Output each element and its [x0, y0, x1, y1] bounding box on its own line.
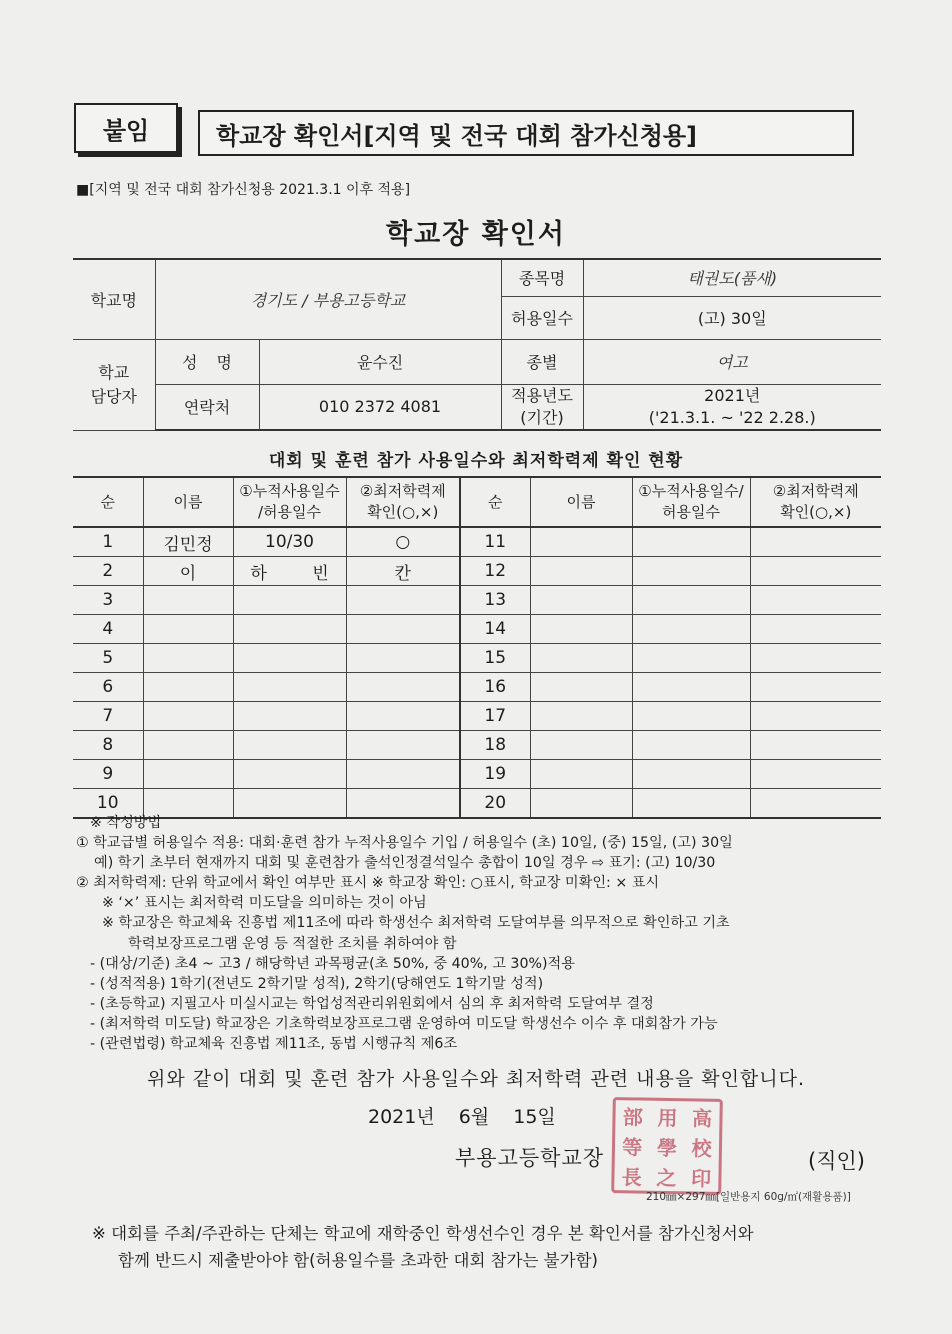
used-days	[632, 760, 750, 789]
school-name-label: 학교명	[73, 259, 155, 339]
row-number: 12	[460, 557, 530, 586]
event-value: 태권도(품새)	[583, 259, 881, 296]
row-number: 18	[460, 731, 530, 760]
student-name	[530, 586, 632, 615]
col-header: ②최저학력제 확인(○,×)	[346, 477, 460, 527]
min-academic-check	[346, 644, 460, 673]
guide-line: - (최저학력 미도달) 학교장은 기초학력보장프로그램 운영하여 미도달 학생선수 이수 후 대회참가 가능	[90, 1015, 718, 1032]
row-number: 6	[73, 673, 143, 702]
row-number: 2	[73, 557, 143, 586]
min-academic-check	[346, 586, 460, 615]
col-header: 순	[73, 477, 143, 527]
contact-value: 010 2372 4081	[259, 384, 501, 430]
seal-character: 用	[657, 1105, 678, 1130]
principal-signature: 부용고등학교장	[455, 1146, 605, 1170]
footer-line: ※ 대회를 주최/주관하는 단체는 학교에 재학중인 학생선수인 경우 본 확인서를 참가신청서와	[92, 1224, 754, 1243]
col-header: 이름	[530, 477, 632, 527]
guide-line: 예) 학기 초부터 현재까지 대회 및 훈련참가 출석인정결석일수 총합이 10일 경우 ⇨ 표기: (고) 10/30	[94, 855, 716, 872]
row-number: 17	[460, 702, 530, 731]
min-academic-check	[750, 702, 881, 731]
seal-character: 之	[656, 1165, 677, 1190]
row-number: 3	[73, 586, 143, 615]
row-number: 8	[73, 731, 143, 760]
period-value: ('21.3.1. ~ '22 2.28.)	[648, 407, 816, 427]
student-name	[530, 615, 632, 644]
guide-line: ※ 작성방법	[90, 815, 162, 831]
writing-guide	[76, 813, 886, 1054]
used-days	[233, 760, 346, 789]
used-days: 10/30	[233, 527, 346, 557]
seal-character: 校	[691, 1135, 712, 1161]
student-name	[530, 527, 632, 557]
used-days	[233, 586, 346, 615]
attachment-tag: 붙임	[74, 103, 178, 153]
student-name	[530, 731, 632, 760]
usage-row	[73, 527, 881, 557]
used-days	[632, 731, 750, 760]
name-value: 윤수진	[259, 339, 501, 384]
min-academic-check	[750, 644, 881, 673]
row-number: 16	[460, 673, 530, 702]
header-title: 학교장 확인서[지역 및 전국 대회 참가신청용]	[198, 110, 854, 156]
category-value: 여고	[583, 339, 881, 384]
student-name	[530, 673, 632, 702]
min-academic-check	[750, 760, 881, 789]
seal-character: 高	[691, 1105, 713, 1131]
min-academic-check	[346, 673, 460, 702]
usage-row	[73, 702, 881, 731]
name-label: 성 명	[155, 339, 259, 384]
allowed-days-value: (고) 30일	[583, 296, 881, 339]
guide-line: ② 최저학력제: 단위 학교에서 확인 여부만 표시 ※ 학교장 확인: ○표시, 학교장 미확인: × 표시	[76, 875, 660, 892]
guide-line: - (성적적용) 1학기(전년도 2학기말 성적), 2학기(당해연도 1학기말 성적)	[90, 975, 544, 992]
student-name	[530, 644, 632, 673]
year-value: 2021년	[704, 385, 761, 405]
school-info-table	[73, 258, 881, 431]
min-academic-check	[750, 731, 881, 760]
year-label: 적용년도 (기간)	[501, 384, 583, 430]
usage-row	[73, 760, 881, 789]
col-header: ①누적사용일수 /허용일수	[233, 477, 346, 527]
min-academic-check	[346, 702, 460, 731]
school-name-value: 경기도 / 부용고등학교	[155, 259, 501, 339]
student-name	[530, 557, 632, 586]
min-academic-check	[750, 527, 881, 557]
used-days	[233, 615, 346, 644]
used-days	[632, 644, 750, 673]
seal-character: 長	[621, 1164, 642, 1190]
min-academic-check	[750, 673, 881, 702]
col-header: ①누적사용일수/ 허용일수	[632, 477, 750, 527]
row-number: 7	[73, 702, 143, 731]
used-days	[233, 702, 346, 731]
row-number: 1	[73, 527, 143, 557]
row-number: 11	[460, 527, 530, 557]
used-days	[233, 673, 346, 702]
student-name: 김민정	[143, 527, 233, 557]
row-number: 13	[460, 586, 530, 615]
row-number: 4	[73, 615, 143, 644]
manager-label: 학교 담당자	[73, 339, 155, 430]
student-name	[143, 760, 233, 789]
seal-character: 印	[690, 1165, 712, 1191]
used-days	[632, 702, 750, 731]
min-academic-check	[346, 731, 460, 760]
paper-spec: 210㎜×297㎜[일반용지 60g/㎡(재활용품)]	[646, 1191, 851, 1203]
seal-character: 部	[622, 1104, 644, 1130]
seal-character: 學	[656, 1135, 678, 1160]
student-name	[143, 731, 233, 760]
student-name	[143, 615, 233, 644]
usage-header-row	[73, 477, 881, 527]
student-name	[530, 760, 632, 789]
issue-date: 2021년 6월 15일	[368, 1106, 556, 1128]
seal-character: 等	[622, 1134, 643, 1160]
guide-line: ① 학교급별 허용일수 적용: 대회·훈련 참가 누적사용일수 기입 / 허용일수 (초) 10일, (중) 15일, (고) 30일	[76, 835, 733, 852]
usage-section-title: 대회 및 훈련 참가 사용일수와 최저학력제 확인 현황	[268, 451, 684, 471]
row-number: 5	[73, 644, 143, 673]
student-name	[143, 586, 233, 615]
min-academic-check: ○	[346, 527, 460, 557]
allowed-days-label: 허용일수	[501, 296, 583, 339]
used-days	[233, 644, 346, 673]
min-academic-check	[750, 586, 881, 615]
row-number: 15	[460, 644, 530, 673]
row-number: 9	[73, 760, 143, 789]
guide-line: ※ 학교장은 학교체육 진흥법 제11조에 따라 학생선수 최저학력 도달여부를 의무적으로 확인하고 기초	[102, 915, 730, 932]
used-days: 하 빈	[233, 557, 346, 586]
usage-row	[73, 731, 881, 760]
usage-row	[73, 615, 881, 644]
used-days	[632, 673, 750, 702]
applicability-note: ■[지역 및 전국 대회 참가신청용 2021.3.1 이후 적용]	[76, 182, 411, 198]
col-header: 순	[460, 477, 530, 527]
confirmation-statement: 위와 같이 대회 및 훈련 참가 사용일수와 최저학력 관련 내용을 확인합니다.	[146, 1068, 806, 1090]
student-name: 이	[143, 557, 233, 586]
usage-row	[73, 557, 881, 586]
col-header: 이름	[143, 477, 233, 527]
guide-line: 학력보장프로그램 운영 등 적절한 조치를 취하여야 함	[128, 935, 457, 952]
usage-table	[73, 476, 881, 819]
student-name	[143, 673, 233, 702]
min-academic-check	[346, 615, 460, 644]
row-number: 20	[460, 789, 530, 819]
row-number: 14	[460, 615, 530, 644]
guide-line: - (관련법령) 학교체육 진흥법 제11조, 동법 시행규칙 제6조	[90, 1036, 458, 1053]
guide-line: - (초등학교) 지필고사 미실시교는 학업성적관리위원회에서 심의 후 최저학력 도달여부 결정	[90, 995, 654, 1012]
used-days	[632, 586, 750, 615]
guide-line: - (대상/기준) 초4 ~ 고3 / 해당학년 과목평균(초 50%, 중 40%, 고 30%)적용	[90, 955, 575, 972]
min-academic-check: 칸	[346, 557, 460, 586]
min-academic-check	[750, 615, 881, 644]
usage-row	[73, 673, 881, 702]
min-academic-check	[750, 557, 881, 586]
event-label: 종목명	[501, 259, 583, 296]
usage-row	[73, 586, 881, 615]
used-days	[632, 527, 750, 557]
usage-row	[73, 644, 881, 673]
year-cell	[583, 384, 881, 430]
guide-line: ※ ‘×’ 표시는 최저학력 미도달을 의미하는 것이 아님	[102, 895, 427, 912]
student-name	[143, 644, 233, 673]
row-number: 19	[460, 760, 530, 789]
document-title: 학교장 확인서	[386, 219, 566, 250]
used-days	[632, 615, 750, 644]
seal-label: (직인)	[808, 1149, 865, 1173]
min-academic-check	[346, 760, 460, 789]
used-days	[233, 731, 346, 760]
col-header: ②최저학력제 확인(○,×)	[750, 477, 881, 527]
student-name	[143, 702, 233, 731]
contact-label: 연락처	[155, 384, 259, 430]
student-name	[530, 702, 632, 731]
category-label: 종별	[501, 339, 583, 384]
footer-note	[92, 1220, 882, 1274]
used-days	[632, 557, 750, 586]
document-header	[74, 103, 856, 159]
official-seal-stamp	[611, 1097, 723, 1195]
footer-line: 함께 반드시 제출받아야 함(허용일수를 초과한 대회 참가는 불가함)	[118, 1251, 598, 1270]
row-number: 10	[73, 789, 143, 819]
usage-rows	[73, 527, 881, 818]
